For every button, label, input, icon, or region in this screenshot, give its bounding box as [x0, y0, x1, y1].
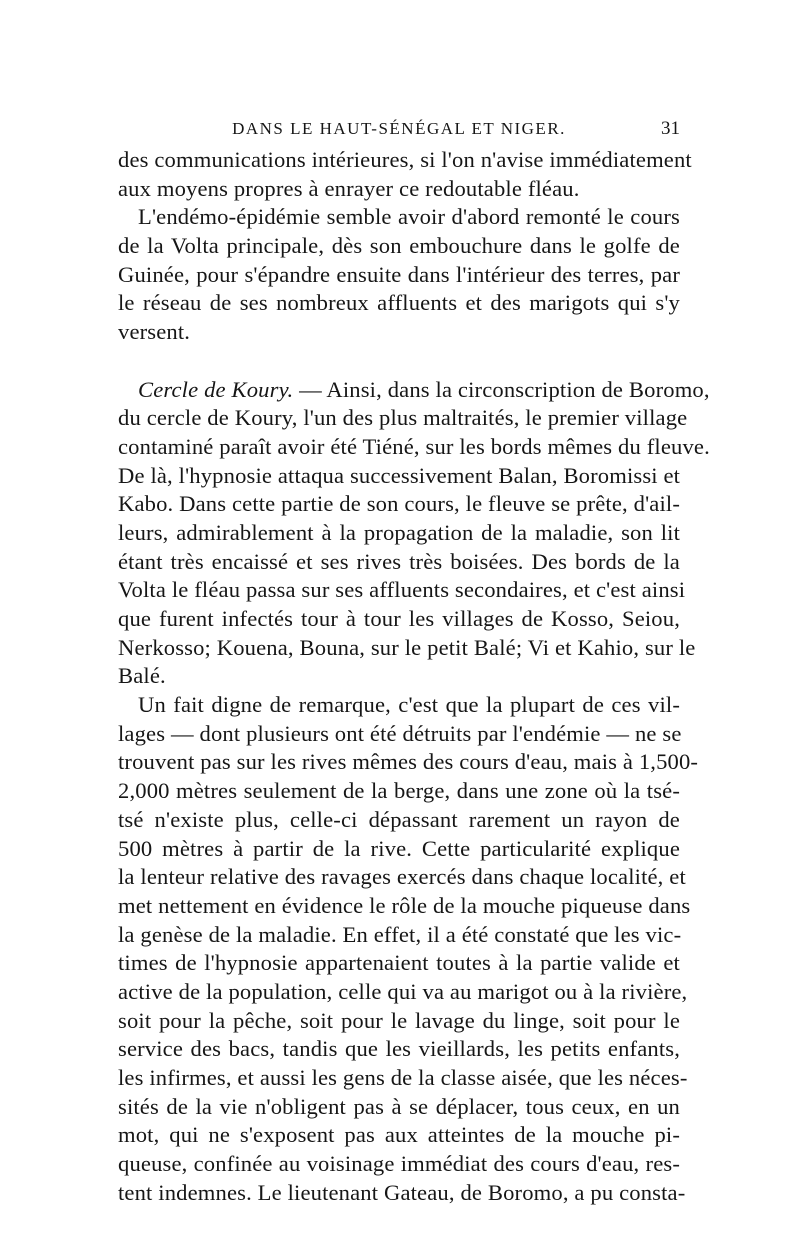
- paragraph-2: [118, 203, 680, 346]
- text-line: tsé n'existe plus, celle-ci dépassant rarement un rayon de: [118, 806, 680, 832]
- text-line: service des bacs, tandis que les vieillards, les petits enfants,: [118, 1036, 680, 1062]
- page-number: 31: [661, 118, 680, 139]
- text-line: active de la population, celle qui va au marigot ou à la rivière,: [118, 978, 688, 1004]
- text-line: met nettement en évidence le rôle de la mouche piqueuse dans: [118, 892, 691, 918]
- text-line: lages — dont plusieurs ont été détruits par l'endémie — ne se: [118, 720, 682, 746]
- text-line: étant très encaissé et ses rives très boisées. Des bords de la: [118, 548, 680, 574]
- text-line: Guinée, pour s'épandre ensuite dans l'intérieur des terres, par: [118, 261, 680, 287]
- body-text: [118, 146, 710, 1207]
- text-line: L'endémo-épidémie semble avoir d'abord remonté le cours: [138, 204, 680, 230]
- text-line: leurs, admirablement à la propagation de la maladie, son lit: [118, 519, 680, 545]
- text-line: le réseau de ses nombreux affluents et des marigots qui s'y: [118, 290, 680, 316]
- text-line: trouvent pas sur les rives mêmes des cours d'eau, mais à 1,500-: [118, 749, 699, 775]
- text-line: mot, qui ne s'exposent pas aux atteintes de la mouche pi-: [118, 1122, 680, 1148]
- text-line: De là, l'hypnosie attaqua successivement Balan, Boromissi et: [118, 462, 681, 488]
- running-head: [118, 112, 680, 146]
- text-line: aux moyens propres à enrayer ce redoutable fléau.: [118, 175, 580, 201]
- text-line: [118, 376, 710, 405]
- text-line: des communications intérieures, si l'on n'avise immédiatement: [118, 147, 692, 172]
- book-page: [118, 112, 710, 1207]
- text-line: 2,000 mètres seulement de la berge, dans une zone où la tsé-: [118, 778, 680, 804]
- text-line: que furent infectés tour à tour les villages de Kosso, Seiou,: [118, 606, 680, 631]
- text-line: sités de la vie n'obligent pas à se déplacer, tous ceux, en un: [118, 1093, 680, 1119]
- text-line: la lenteur relative des ravages exercés dans chaque localité, et: [118, 864, 686, 890]
- text-fragment: — Ainsi, dans la circonscription de Boromo,: [293, 376, 710, 402]
- text-line: Kabo. Dans cette partie de son cours, le fleuve se prête, d'ail-: [118, 491, 680, 517]
- text-line: times de l'hypnosie appartenaient toutes à la partie valide et: [118, 950, 680, 976]
- text-line: versent.: [118, 319, 191, 345]
- paragraph-3: [118, 376, 710, 692]
- text-line: Volta le fléau passa sur ses affluents secondaires, et c'est ainsi: [118, 577, 686, 603]
- text-line: contaminé paraît avoir été Tiéné, sur les bords mêmes du fleuve.: [118, 433, 710, 459]
- text-line: Nerkosso; Kouena, Bouna, sur le petit Balé; Vi et Kahio, sur le: [118, 634, 696, 660]
- paragraph-4: [118, 691, 699, 1207]
- text-line: la genèse de la maladie. En effet, il a été constaté que les vic-: [118, 921, 682, 947]
- section-title: Cercle de Koury.: [138, 376, 294, 402]
- text-line: queuse, confinée au voisinage immédiat des cours d'eau, res-: [118, 1151, 680, 1177]
- text-line: les infirmes, et aussi les gens de la classe aisée, que les néces-: [118, 1065, 688, 1090]
- paragraph-1: [118, 146, 692, 203]
- text-line: du cercle de Koury, l'un des plus maltraités, le premier village: [118, 405, 688, 431]
- text-line: soit pour la pêche, soit pour le lavage du linge, soit pour le: [118, 1007, 680, 1033]
- text-line: Balé.: [118, 663, 166, 689]
- running-title: DANS LE HAUT-SÉNÉGAL ET NIGER.: [232, 119, 566, 138]
- section-gap: [118, 347, 680, 376]
- text-line: de la Volta principale, dès son embouchure dans le golfe de: [118, 233, 680, 259]
- text-line: tent indemnes. Le lieutenant Gateau, de Boromo, a pu consta-: [118, 1179, 686, 1205]
- text-line: Un fait digne de remarque, c'est que la plupart de ces vil-: [138, 692, 680, 718]
- text-line: 500 mètres à partir de la rive. Cette particularité explique: [118, 835, 680, 861]
